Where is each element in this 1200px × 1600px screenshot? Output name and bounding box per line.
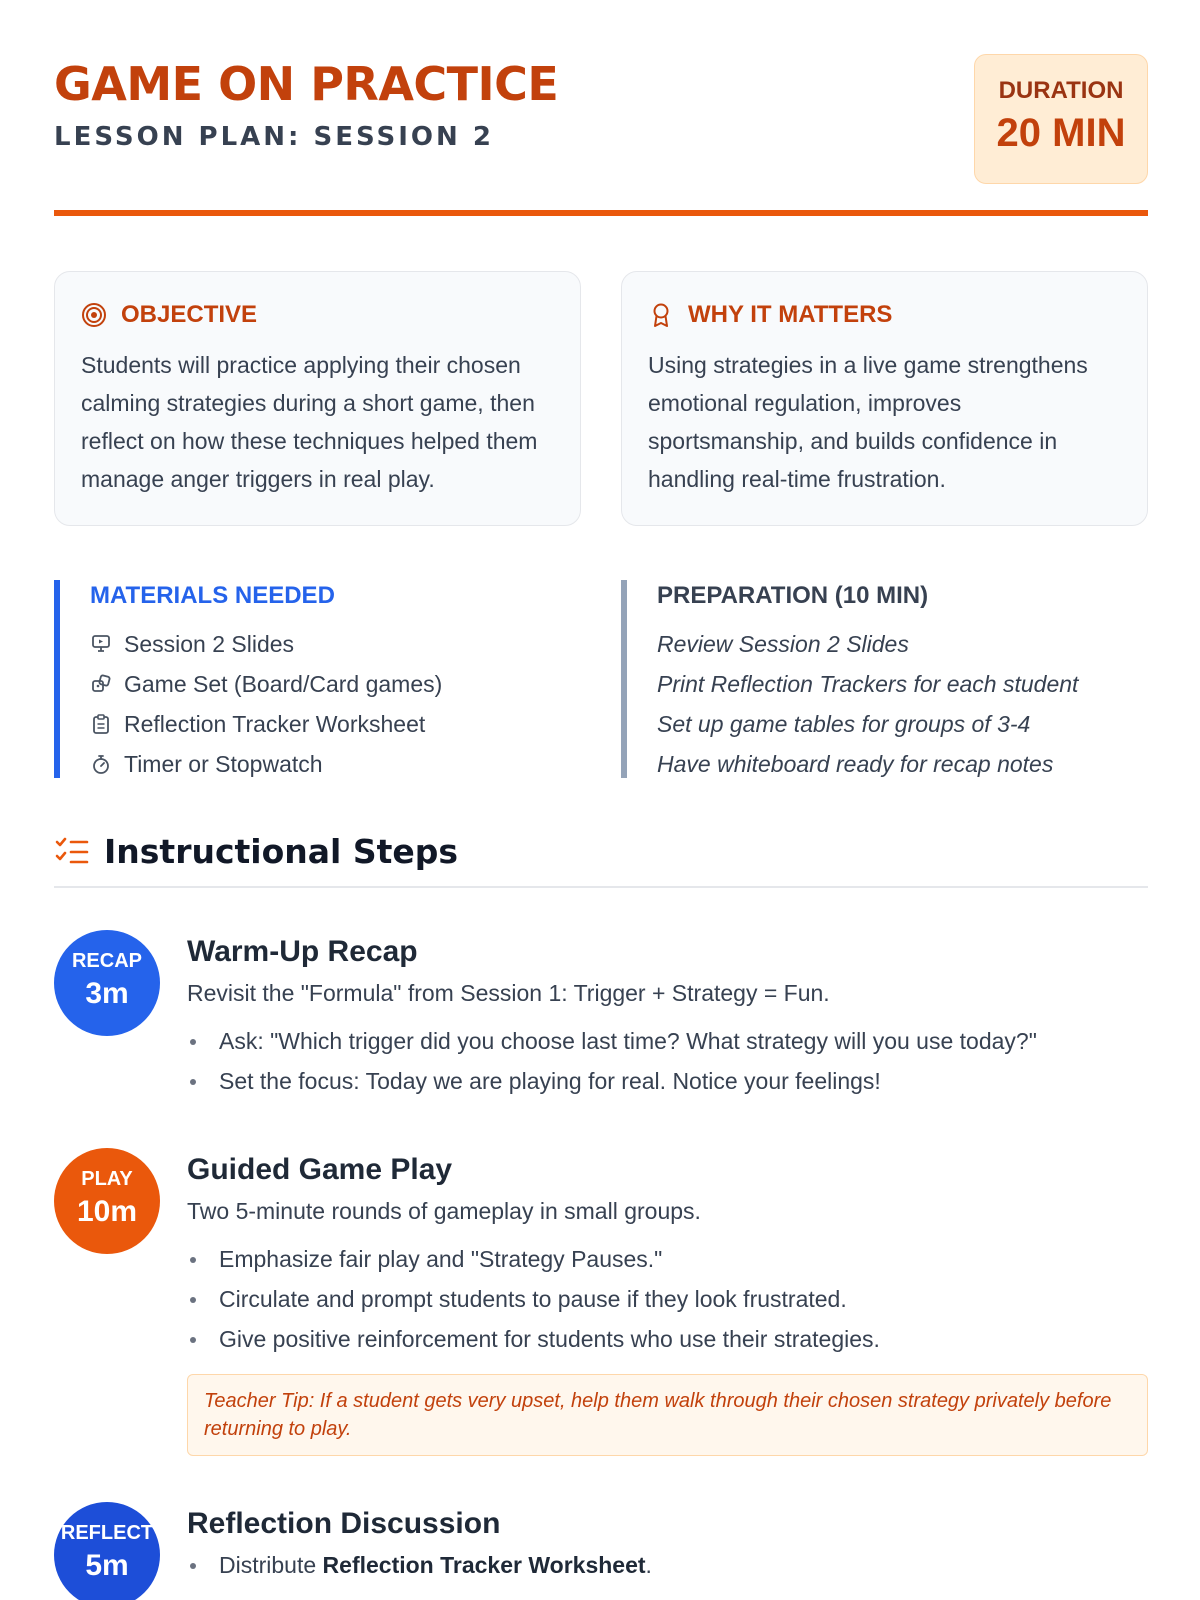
material-label: Timer or Stopwatch (124, 750, 323, 777)
material-label: Session 2 Slides (124, 630, 295, 657)
objective-title: OBJECTIVE (121, 301, 258, 328)
objective-text: Students will practice applying their chosen calming strategies during a short game, then reflect on how these techniques helped them manage anger triggers in real play. (81, 352, 538, 492)
clipboard-icon (90, 713, 112, 735)
preparation-item: Review Session 2 Slides (657, 631, 909, 657)
duration-value: 20 MIN (996, 111, 1126, 155)
step-badge-label: REFLECT (60, 1522, 154, 1544)
step-bullet: Emphasize fair play and "Strategy Pauses." (187, 1242, 1148, 1282)
duration-label: DURATION (998, 77, 1124, 104)
bullet-text-end: . (645, 1552, 652, 1578)
preparation-list (657, 624, 1148, 784)
presentation-icon (90, 633, 112, 655)
material-item (90, 664, 581, 704)
stopwatch-icon (90, 753, 112, 775)
materials-list (90, 624, 581, 784)
step-bullets (187, 1024, 1148, 1104)
step-description: Revisit the "Formula" from Session 1: Trigger + Strategy = Fun. (187, 980, 830, 1006)
dice-icon (90, 673, 112, 695)
step-badge-time: 5m (85, 1549, 129, 1582)
materials-title: MATERIALS NEEDED (90, 582, 335, 609)
preparation-section (621, 580, 1148, 778)
preparation-item: Set up game tables for groups of 3-4 (657, 711, 1031, 737)
target-icon (81, 302, 107, 328)
page-title: GAME ON PRACTICE (54, 57, 559, 111)
step-badge (54, 1502, 160, 1600)
material-item (90, 744, 581, 784)
instructional-steps-title: Instructional Steps (104, 832, 459, 871)
why-it-matters-text: Using strategies in a live game strengthens emotional regulation, improves sportsmanship, and builds confidence in handling real-time frustration. (648, 352, 1088, 492)
step-badge (54, 930, 160, 1036)
objective-card (54, 271, 581, 526)
step-description: Two 5-minute rounds of gameplay in small groups. (187, 1198, 701, 1224)
step-bullet (187, 1548, 1148, 1588)
step-badge-time: 10m (76, 1195, 138, 1228)
duration-badge (974, 54, 1148, 184)
header (54, 54, 1148, 184)
step-badge-label: RECAP (71, 950, 142, 972)
step-bullet: Ask: "Which trigger did you choose last time? What strategy will you use today?" (187, 1024, 1148, 1064)
step-bullets (187, 1548, 1148, 1588)
step-bullet: Give positive reinforcement for students who use their strategies. (187, 1322, 1148, 1362)
header-divider (54, 210, 1148, 216)
instructional-steps-header (54, 830, 1148, 888)
material-label: Reflection Tracker Worksheet (124, 710, 426, 737)
why-it-matters-header (648, 298, 1121, 332)
bullet-emphasis: Reflection Tracker Worksheet (322, 1552, 646, 1578)
step-bullets (187, 1242, 1148, 1362)
step-content (187, 1148, 1148, 1456)
step-content (187, 930, 1148, 1104)
why-it-matters-title: WHY IT MATTERS (688, 301, 893, 328)
objective-header (81, 298, 554, 332)
step-bullet: Circulate and prompt students to pause if they look frustrated. (187, 1282, 1148, 1322)
material-label: Game Set (Board/Card games) (124, 670, 443, 697)
materials-section (54, 580, 581, 778)
material-item (90, 704, 581, 744)
material-item (90, 624, 581, 664)
award-ribbon-icon (648, 302, 674, 328)
step-badge-label: PLAY (81, 1168, 133, 1190)
step-title: Guided Game Play (187, 1153, 453, 1186)
page-subtitle: LESSON PLAN: SESSION 2 (54, 122, 494, 152)
step-title: Reflection Discussion (187, 1507, 501, 1540)
preparation-item: Print Reflection Trackers for each student (657, 671, 1079, 697)
step-badge-time: 3m (85, 977, 129, 1010)
preparation-item: Have whiteboard ready for recap notes (657, 751, 1054, 777)
step-badge (54, 1148, 160, 1254)
bullet-text: Distribute (219, 1552, 323, 1578)
preparation-title: PREPARATION (10 MIN) (657, 582, 929, 609)
step-bullet: Set the focus: Today we are playing for real. Notice your feelings! (187, 1064, 1148, 1104)
checklist-icon (54, 834, 90, 870)
why-it-matters-card (621, 271, 1148, 526)
step-content (187, 1502, 1148, 1588)
step-title: Warm-Up Recap (187, 935, 418, 968)
teacher-tip: Teacher Tip: If a student gets very upset, help them walk through their chosen strategy privately before returning to play. (187, 1374, 1148, 1456)
